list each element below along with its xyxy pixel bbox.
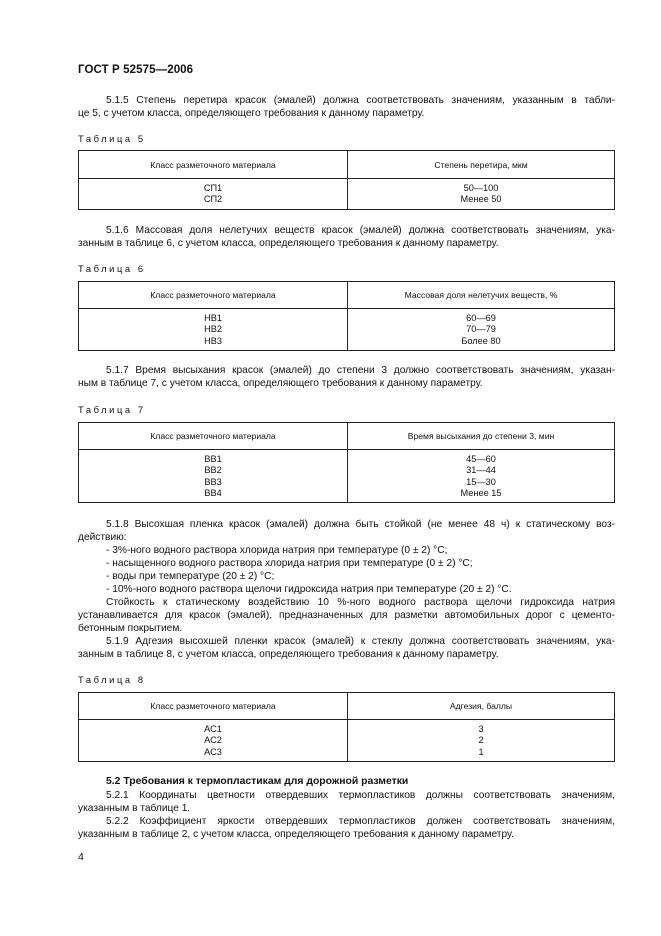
table-5-caption: Таблица 5	[78, 134, 146, 144]
clause-5-1-9-line-2: занным в таблице 8, с учетом класса, определяющего требования к данному параметру.	[78, 649, 499, 660]
table-cell: 70—79	[348, 324, 615, 335]
clause-5-1-6-line-1: 5.1.6 Массовая доля нелетучих веществ красок (эмалей) должна соответствовать значениям, ука-	[106, 225, 615, 236]
table-row	[79, 477, 615, 488]
clause-5-2-2-line-1: 5.2.2 Коэффициент яркости отвердевших термопластиков должен соответствовать значениям,	[106, 816, 615, 827]
document-code: ГОСТ Р 52575—2006	[78, 64, 194, 76]
clause-5-1-8-line-2: действию:	[78, 532, 127, 543]
table-cell: 15—30	[348, 477, 615, 488]
table-cell: 1	[348, 747, 615, 762]
table-row	[79, 194, 615, 209]
section-5-2-title: 5.2 Требования к термопластикам для дорожной разметки	[106, 776, 409, 787]
table-cell: АС3	[79, 747, 348, 762]
table-row	[79, 336, 615, 351]
table-cell: 50—100	[348, 179, 615, 195]
table-row	[79, 324, 615, 335]
table-6-header-class: Класс разметочного материала	[79, 282, 348, 309]
clause-5-1-8-note-line-1: Стойкость к статическому воздействию 10 %-ного водного раствора щелочи гидроксида натрия	[106, 597, 615, 608]
table-row	[79, 488, 615, 503]
table-8-header-class: Класс разметочного материала	[79, 693, 348, 720]
table-cell: НВ1	[79, 309, 348, 325]
table-5-header-class: Класс разметочного материала	[79, 151, 348, 179]
list-item: - 10%-ного водного раствора щелочи гидроксида натрия при температуре (20 ± 2) °С.	[106, 584, 512, 595]
table-row	[79, 465, 615, 476]
clause-5-2-2-line-2: указанным в таблице 2, с учетом класса, определяющего требования к данному параметру.	[78, 829, 514, 840]
clause-5-1-8-note-line-3: бетонным покрытием.	[78, 623, 183, 634]
table-cell: 60—69	[348, 309, 615, 325]
clause-5-2-1-line-1: 5.2.1 Координаты цветности отвердевших термопластиков должны соответствовать значениям,	[106, 790, 615, 801]
list-item: - насыщенного водного раствора хлорида натрия при температуре (0 ± 2) °С;	[106, 558, 473, 569]
clause-5-2-1-line-2: указанным в таблице 1.	[78, 803, 191, 814]
list-item: - воды при температуре (20 ± 2) °С;	[106, 571, 275, 582]
table-cell: Более 80	[348, 336, 615, 351]
table-cell: Менее 15	[348, 488, 615, 503]
clause-5-1-5-line-1: 5.1.5 Степень перетира красок (эмалей) должна соответствовать значениям, указанным в табли-	[106, 95, 615, 106]
table-7-header-value: Время высыхания до степени 3, мин	[348, 423, 615, 450]
clause-5-1-8-note-line-2: устанавливается для красок (эмалей), предназначенных для разметки автомобильных дорог с цементо-	[78, 610, 615, 621]
table-7-header-class: Класс разметочного материала	[79, 423, 348, 450]
table-6	[78, 281, 615, 351]
clause-5-1-5-line-2: це 5, с учетом класса, определяющего требования к данному параметру.	[78, 108, 425, 119]
table-cell: 31—44	[348, 465, 615, 476]
table-cell: АС2	[79, 735, 348, 746]
clause-5-1-7-line-1: 5.1.7 Время высыхания красок (эмалей) до степени 3 должно соответствовать значениям, указан-	[106, 365, 615, 376]
clause-5-1-9-line-1: 5.1.9 Адгезия высохшей пленки красок (эмалей) к стеклу должна соответствовать значениям, ука-	[106, 636, 615, 647]
page-number: 4	[78, 851, 84, 863]
table-cell: ВВ2	[79, 465, 348, 476]
table-cell: Менее 50	[348, 194, 615, 209]
table-cell: СП2	[79, 194, 348, 209]
table-row	[79, 747, 615, 762]
table-row	[79, 179, 615, 195]
table-row	[79, 309, 615, 325]
table-row	[79, 720, 615, 736]
table-row	[79, 735, 615, 746]
table-8	[78, 692, 615, 762]
table-cell: 45—60	[348, 450, 615, 466]
table-8-caption: Таблица 8	[78, 675, 146, 685]
table-7-caption: Таблица 7	[78, 405, 146, 415]
table-cell: СП1	[79, 179, 348, 195]
table-cell: ВВ3	[79, 477, 348, 488]
table-cell: АС1	[79, 720, 348, 736]
clause-5-1-6-line-2: занным в таблице 6, с учетом класса, определяющего требования к данному параметру.	[78, 238, 499, 249]
table-cell: НВ2	[79, 324, 348, 335]
table-cell: ВВ4	[79, 488, 348, 503]
table-6-header-value: Массовая доля нелетучих веществ, %	[348, 282, 615, 309]
clause-5-1-7-line-2: ным в таблице 7, с учетом класса, определяющего требования к данному параметру.	[78, 378, 483, 389]
table-row	[79, 450, 615, 466]
table-8-header-value: Адгезия, баллы	[348, 693, 615, 720]
table-cell: 3	[348, 720, 615, 736]
table-cell: НВ3	[79, 336, 348, 351]
table-5-header-value: Степень перетира, мкм	[348, 151, 615, 179]
list-item: - 3%-ного водного раствора хлорида натрия при температуре (0 ± 2) °С;	[106, 545, 448, 556]
table-cell: ВВ1	[79, 450, 348, 466]
table-cell: 2	[348, 735, 615, 746]
clause-5-1-8-line-1: 5.1.8 Высохшая пленка красок (эмалей) должна быть стойкой (не менее 48 ч) к статическому воз-	[106, 519, 615, 530]
table-7	[78, 422, 615, 503]
table-6-caption: Таблица 6	[78, 264, 146, 274]
table-5	[78, 150, 615, 210]
